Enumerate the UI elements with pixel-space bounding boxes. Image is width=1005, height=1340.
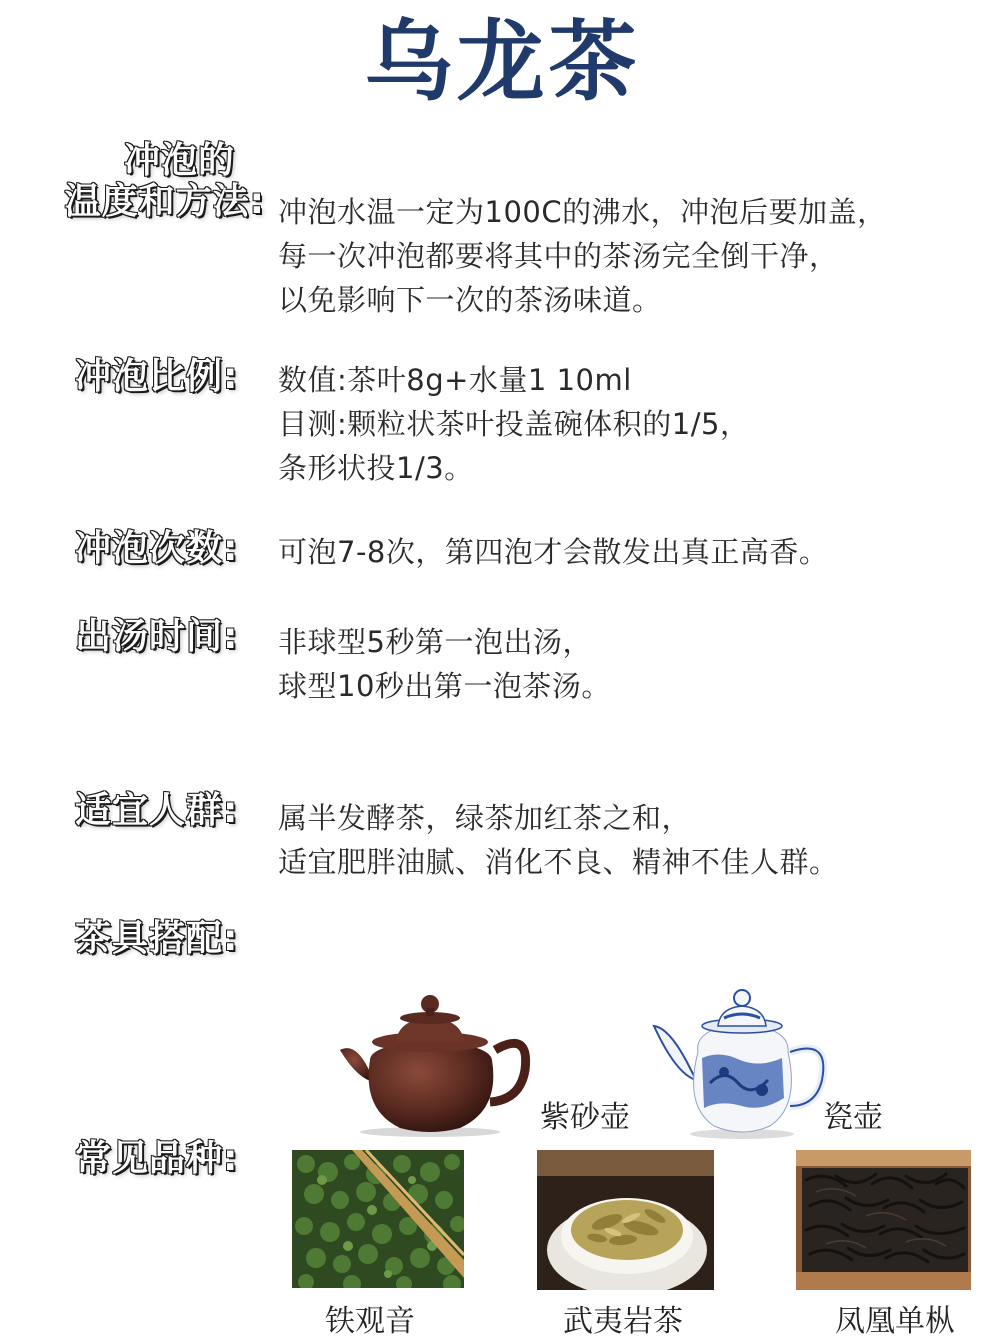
text-line: 以免影响下一次的茶汤味道。 [278, 283, 662, 317]
text-line: 球型10秒出第一泡茶汤。 [278, 669, 611, 703]
teaware-caption-zisha: 紫砂壶 [540, 1100, 630, 1135]
text-line: 条形状投1/3。 [278, 451, 474, 485]
text-line: 非球型5秒第一泡出汤， [278, 625, 592, 659]
section-label-teaware: 茶具搭配: [75, 918, 239, 959]
text-line: 适宜肥胖油腻、消化不良、精神不佳人群。 [278, 845, 839, 879]
section-label-ratio: 冲泡比例: [75, 356, 239, 397]
zisha-teapot-image [330, 990, 535, 1140]
wuyi-rock-tea-image [537, 1150, 714, 1290]
section-label-people: 适宜人群: [75, 790, 239, 831]
teaware-caption-porcelain: 瓷壶 [823, 1100, 883, 1135]
porcelain-teapot-image [650, 988, 830, 1140]
text-line: 数值:茶叶8g+水量1 10ml [278, 363, 632, 397]
section-text-times [278, 530, 828, 574]
section-text-pour [278, 620, 611, 708]
section-label-times: 冲泡次数: [75, 528, 239, 569]
section-label-line: 温度和方法: [64, 181, 265, 223]
variety-caption-tieguanyin: 铁观音 [325, 1304, 415, 1339]
variety-caption-wuyi: 武夷岩茶 [563, 1304, 683, 1339]
text-line: 冲泡水温一定为100C的沸水，冲泡后要加盖， [278, 195, 887, 229]
section-text-people [278, 796, 839, 884]
section-text-ratio [278, 358, 749, 490]
variety-caption-fenghuang: 凤凰单枞 [835, 1304, 955, 1339]
text-line: 属半发酵茶，绿茶加红茶之和， [278, 801, 692, 835]
fenghuang-dancong-image [796, 1150, 971, 1290]
section-label-line: 冲泡的 [123, 140, 235, 181]
text-line: 目测:颗粒状茶叶投盖碗体积的1/5， [278, 407, 750, 441]
section-label-pour: 出汤时间: [75, 616, 239, 657]
section-text-temperature [278, 190, 887, 322]
page-title: 乌龙茶 [364, 10, 641, 113]
section-label-temperature [30, 140, 265, 223]
section-label-varieties: 常见品种: [75, 1138, 239, 1179]
tieguanyin-image [292, 1150, 464, 1288]
text-line: 可泡7-8次，第四泡才会散发出真正高香。 [278, 535, 829, 569]
text-line: 每一次冲泡都要将其中的茶汤完全倒干净， [278, 239, 839, 273]
